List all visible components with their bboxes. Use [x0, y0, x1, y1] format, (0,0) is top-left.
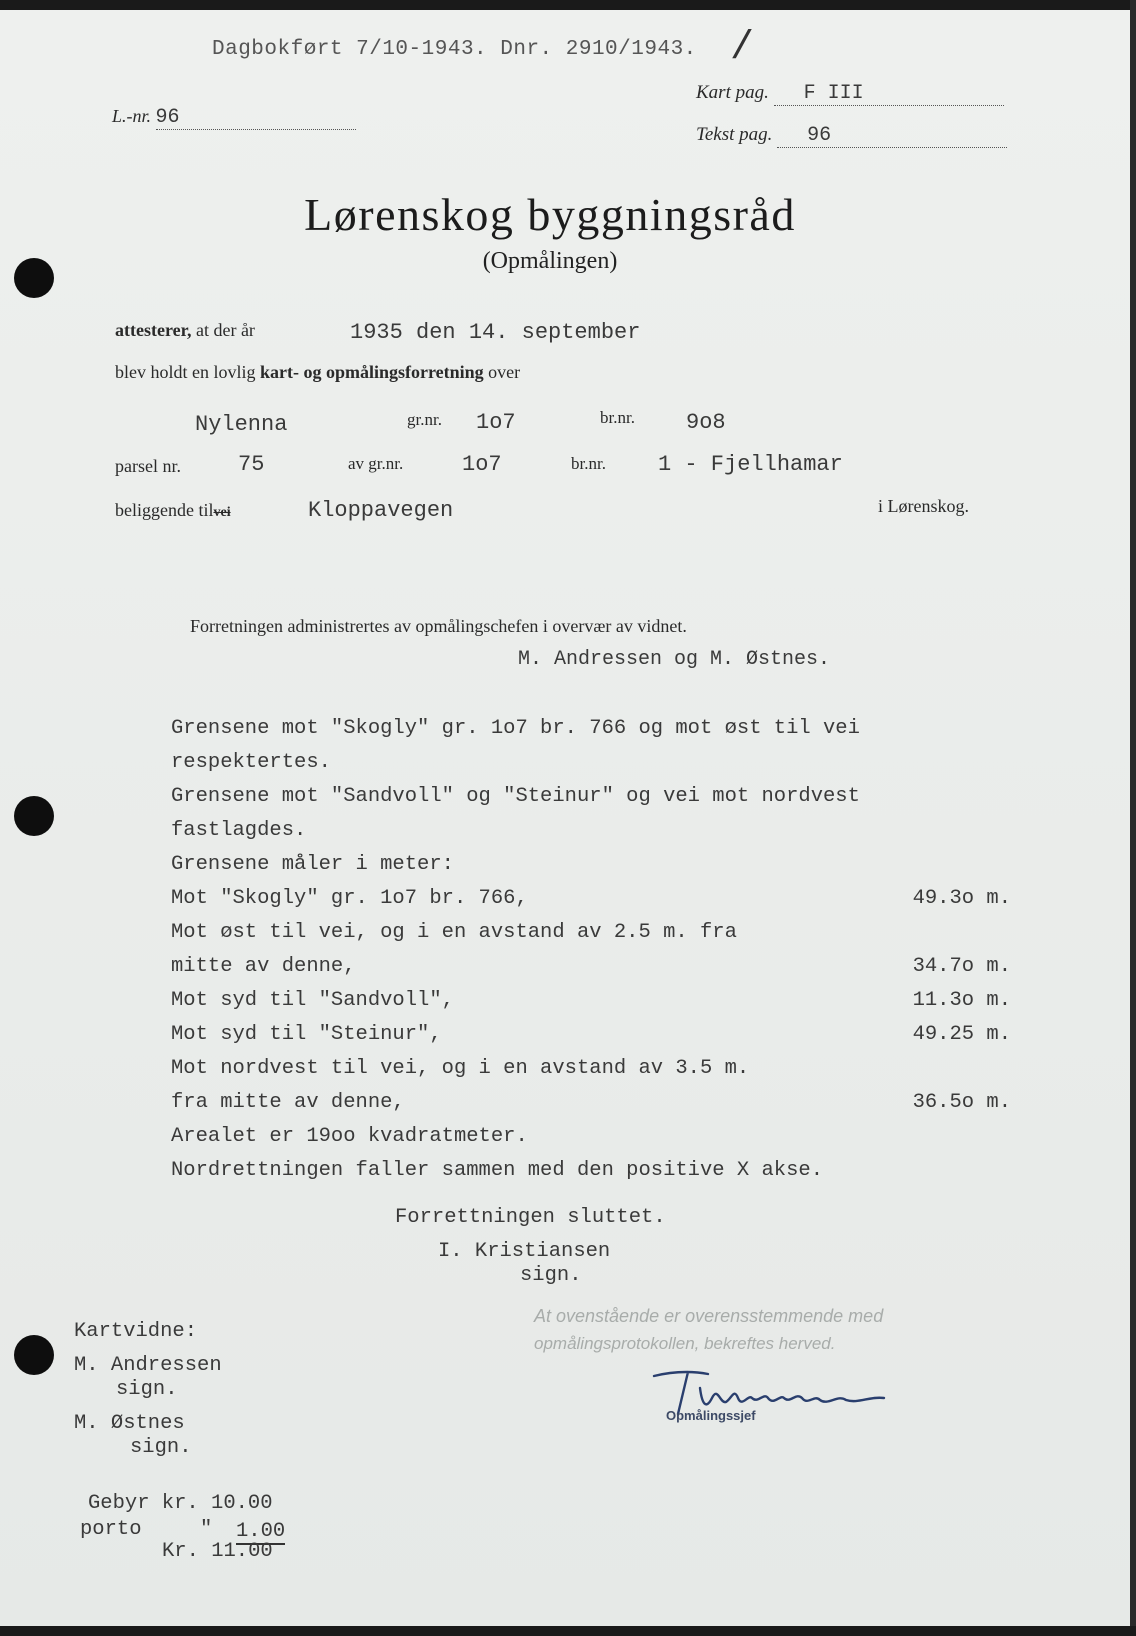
attesterer-line	[115, 320, 255, 341]
grnr-value: 1o7	[476, 410, 516, 435]
kartvidne-block	[74, 1318, 197, 1346]
fee-gebyr: Gebyr kr. 10.00	[88, 1492, 273, 1515]
stamp-title: Opmålingssjef	[666, 1408, 756, 1423]
beliggende-label: beliggende til	[115, 500, 214, 520]
fee-porto-value: 1.00	[236, 1520, 286, 1543]
survey-line: respektertes.	[171, 751, 331, 774]
journal-mark: /	[730, 26, 755, 71]
witness-1-name: M. Andressen	[74, 1354, 222, 1377]
kart-label: Kart pag.	[696, 82, 769, 103]
signer-name: I. Kristiansen	[438, 1240, 611, 1263]
survey-date: 1935 den 14. september	[350, 320, 641, 345]
survey-line: Mot nordvest til vei, og i en avstand av 3.5 m.	[171, 1057, 750, 1080]
survey-text-block	[171, 712, 1011, 1188]
parsel-value: 75	[238, 452, 265, 477]
scan-top-edge	[0, 0, 1136, 10]
witness-2-name: M. Østnes	[74, 1412, 185, 1435]
beliggende-struck: vei	[213, 505, 231, 520]
closing-line: Forrettningen sluttet.	[395, 1206, 666, 1229]
kart-value: F III	[774, 82, 1004, 106]
location-end: i Lørenskog.	[878, 496, 969, 516]
page-subtitle: (Opmålingen)	[482, 248, 618, 274]
lnr-label: L.-nr.	[112, 106, 152, 126]
brnr2-value: 1 - Fjellhamar	[658, 452, 843, 477]
measurement-value: 34.7o m.	[912, 955, 1011, 978]
witness-2-sign: sign.	[130, 1436, 192, 1459]
witnesses-line: M. Andressen og M. Østnes.	[518, 648, 831, 671]
punch-hole-middle	[14, 796, 54, 836]
survey-line: Arealet er 19oo kvadratmeter.	[171, 1125, 528, 1148]
brnr-value: 9o8	[686, 410, 726, 435]
brnr-label: br.nr.	[600, 408, 635, 427]
page-title: Lørenskog byggningsråd	[304, 189, 796, 240]
street-name: Kloppavegen	[308, 498, 454, 523]
parsel-label: parsel nr.	[115, 456, 181, 476]
tekst-label: Tekst pag.	[696, 124, 773, 145]
scan-bottom-edge	[0, 1626, 1136, 1636]
line2-bold: kart- og opmålingsforretning	[259, 362, 484, 382]
stamp-line-2: opmålingsprotokollen, bekreftes herved.	[534, 1334, 836, 1353]
stamp-line-1: At ovenstående er overensstemmende med	[534, 1306, 884, 1326]
survey-line: Grensene måler i meter:	[171, 853, 454, 876]
av-grnr-label: av gr.nr.	[348, 454, 404, 473]
survey-line: Mot syd til "Sandvoll", 11.3o m.	[171, 984, 1011, 1018]
brnr2-label: br.nr.	[571, 454, 606, 473]
measurement-value: 49.3o m.	[912, 887, 1011, 910]
line2-end: over	[488, 362, 521, 382]
survey-line: fastlagdes.	[171, 819, 307, 842]
survey-line: Mot "Skogly" gr. 1o7 br. 766, 49.3o m.	[171, 882, 1011, 916]
grnr-label: gr.nr.	[407, 410, 442, 429]
survey-line: Grensene mot "Sandvoll" og "Steinur" og vei mot nordvest	[171, 785, 860, 808]
survey-line: Nordrettningen faller sammen med den positive X akse.	[171, 1159, 824, 1182]
measurement-value: 11.3o m.	[912, 989, 1011, 1012]
attesterer-label: attesterer,	[115, 320, 192, 340]
kartvidne-label: Kartvidne:	[74, 1320, 198, 1343]
tekst-row	[696, 124, 1007, 148]
fee-porto-label: porto	[80, 1518, 142, 1541]
forretning-line	[115, 362, 520, 383]
kart-row	[696, 82, 1004, 106]
property-name: Nylenna	[195, 412, 288, 437]
punch-hole-bottom	[14, 1335, 54, 1375]
measurement-value: 49.25 m.	[912, 1023, 1011, 1046]
fee-porto-ditto: "	[200, 1518, 213, 1541]
scan-right-edge	[1130, 0, 1136, 1636]
witness-1-sign: sign.	[116, 1378, 178, 1401]
survey-line: Mot syd til "Steinur", 49.25 m.	[171, 1018, 1011, 1052]
lnr-value: 96	[156, 106, 356, 130]
line2-start: blev holdt en lovlig	[115, 362, 256, 382]
measurement-value: 36.5o m.	[912, 1091, 1011, 1114]
survey-line: Mot øst til vei, og i en avstand av 2.5 m. fra	[171, 921, 737, 944]
av-grnr-value: 1o7	[462, 452, 502, 477]
attesterer-rest: at der år	[195, 320, 255, 340]
fee-total: Kr. 11.00	[162, 1540, 273, 1563]
survey-line: fra mitte av denne, 36.5o m.	[171, 1086, 1011, 1120]
survey-line: Grensene mot "Skogly" gr. 1o7 br. 766 og mot øst til vei	[171, 717, 860, 740]
journal-entry: Dagbokført 7/10-1943. Dnr. 2910/1943.	[212, 38, 697, 61]
administrert-line: Forretningen administrertes av opmålingschefen i overvær av vidnet.	[190, 616, 687, 636]
lnr-row	[112, 106, 356, 130]
beliggende-line	[115, 500, 231, 521]
signer-sign: sign.	[520, 1264, 582, 1287]
survey-line: mitte av denne, 34.7o m.	[171, 950, 1011, 984]
tekst-value: 96	[777, 124, 1007, 148]
